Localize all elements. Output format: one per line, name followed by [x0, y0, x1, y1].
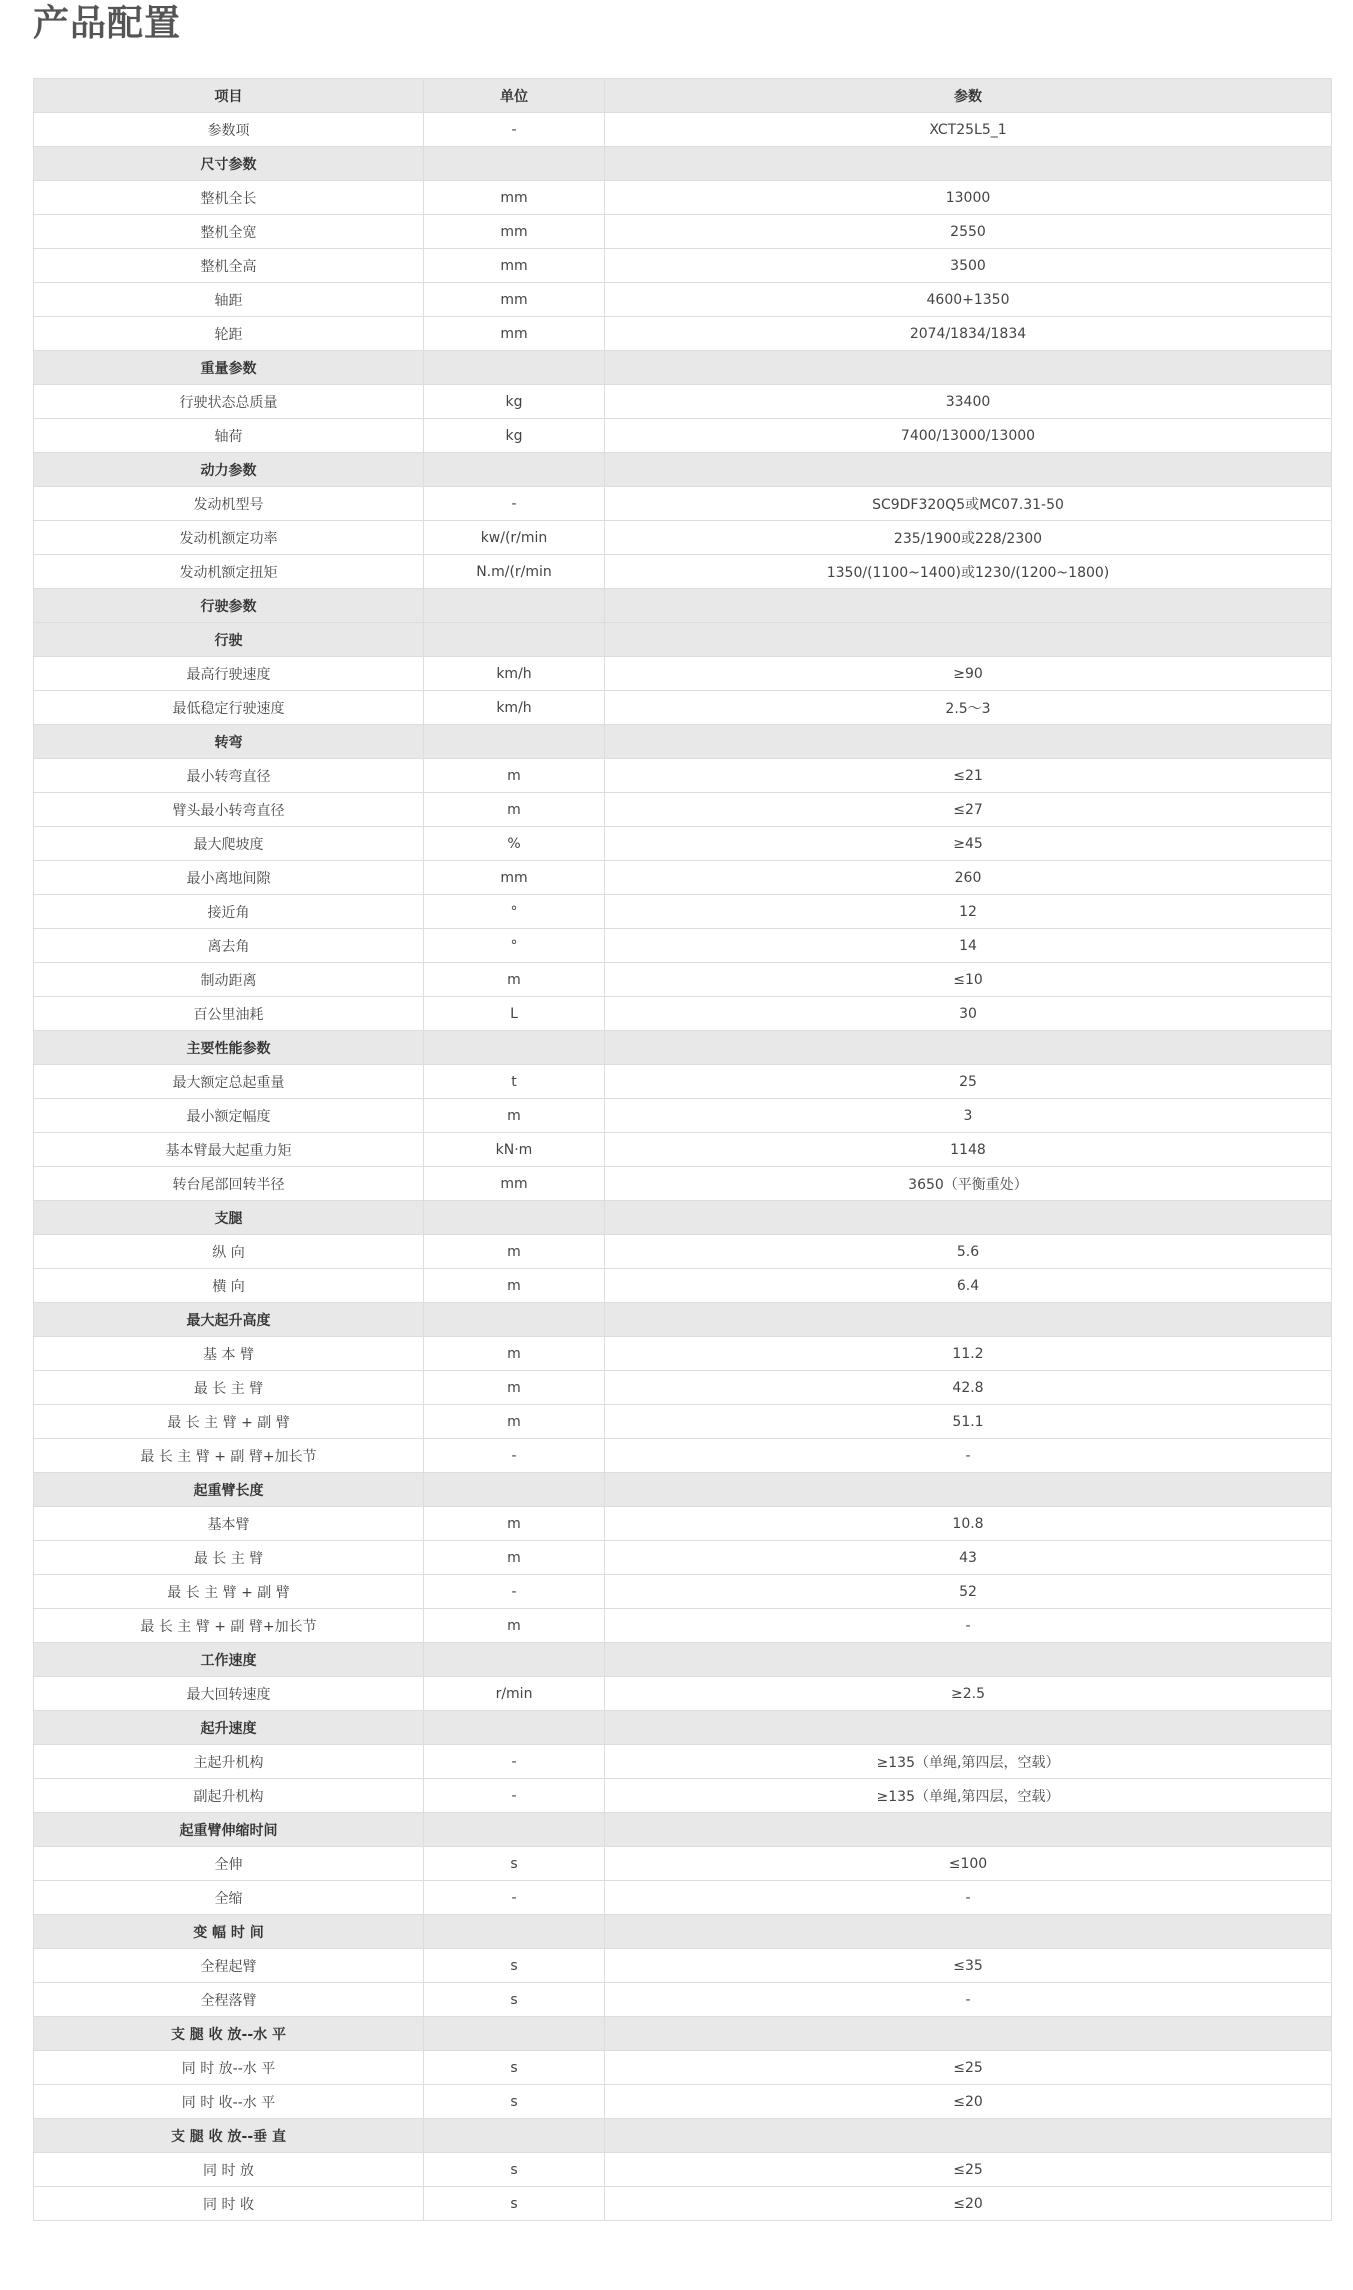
row-unit: [424, 453, 605, 487]
row-value: [605, 2017, 1332, 2051]
table-row: [34, 963, 1332, 997]
row-item-name: 主起升机构: [34, 1745, 424, 1779]
row-value: [605, 1303, 1332, 1337]
table-row: [34, 1983, 1332, 2017]
row-item-name: 轴荷: [34, 419, 424, 453]
table-row: [34, 181, 1332, 215]
row-unit: r/min: [424, 1677, 605, 1711]
row-value: 3650（平衡重处）: [605, 1167, 1332, 1201]
row-item-name: 同 时 收: [34, 2187, 424, 2221]
row-value: -: [605, 1609, 1332, 1643]
row-item-name: 基 本 臂: [34, 1337, 424, 1371]
row-value: 5.6: [605, 1235, 1332, 1269]
row-unit: [424, 725, 605, 759]
section-row: [34, 1201, 1332, 1235]
row-value: ≥135（单绳,第四层，空载）: [605, 1745, 1332, 1779]
row-unit: kg: [424, 385, 605, 419]
header-item: 项目: [34, 79, 424, 113]
section-row: [34, 1031, 1332, 1065]
row-unit: [424, 1303, 605, 1337]
row-item-name: 最低稳定行驶速度: [34, 691, 424, 725]
row-item-name: 全缩: [34, 1881, 424, 1915]
section-row: [34, 147, 1332, 181]
row-unit: [424, 1473, 605, 1507]
table-row: [34, 283, 1332, 317]
row-unit: s: [424, 1983, 605, 2017]
row-unit: -: [424, 1779, 605, 1813]
row-unit: L: [424, 997, 605, 1031]
table-row: [34, 1575, 1332, 1609]
row-value: [605, 589, 1332, 623]
row-item-name: 离去角: [34, 929, 424, 963]
row-unit: s: [424, 1949, 605, 1983]
row-value: 13000: [605, 181, 1332, 215]
row-value: [605, 1201, 1332, 1235]
row-value: 1148: [605, 1133, 1332, 1167]
row-value: 10.8: [605, 1507, 1332, 1541]
table-row: [34, 1745, 1332, 1779]
row-value: 2550: [605, 215, 1332, 249]
row-unit: [424, 1915, 605, 1949]
row-value: [605, 1643, 1332, 1677]
row-item-name: 轴距: [34, 283, 424, 317]
row-item-name: 全程落臂: [34, 1983, 424, 2017]
table-row: [34, 1133, 1332, 1167]
row-item-name: 行驶状态总质量: [34, 385, 424, 419]
row-unit: [424, 2017, 605, 2051]
row-unit: s: [424, 2051, 605, 2085]
section-row: [34, 1643, 1332, 1677]
section-row: [34, 351, 1332, 385]
table-row: [34, 555, 1332, 589]
row-value: 51.1: [605, 1405, 1332, 1439]
row-value: ≤25: [605, 2051, 1332, 2085]
table-row: [34, 1337, 1332, 1371]
row-item-name: 最 长 主 臂 + 副 臂+加长节: [34, 1439, 424, 1473]
row-item-name: 臂头最小转弯直径: [34, 793, 424, 827]
section-row: [34, 1915, 1332, 1949]
table-row: [34, 1677, 1332, 1711]
section-title: 行驶: [34, 623, 424, 657]
table-row: [34, 1609, 1332, 1643]
table-row: [34, 657, 1332, 691]
row-value: [605, 1031, 1332, 1065]
table-row: [34, 1269, 1332, 1303]
row-item-name: 最 长 主 臂: [34, 1541, 424, 1575]
row-unit: [424, 1643, 605, 1677]
row-value: -: [605, 1439, 1332, 1473]
row-item-name: 基本臂: [34, 1507, 424, 1541]
table-row: [34, 1507, 1332, 1541]
row-unit: s: [424, 2085, 605, 2119]
row-value: ≤25: [605, 2153, 1332, 2187]
section-title: 最大起升高度: [34, 1303, 424, 1337]
row-value: ≥135（单绳,第四层，空载）: [605, 1779, 1332, 1813]
row-value: 4600+1350: [605, 283, 1332, 317]
row-unit: mm: [424, 249, 605, 283]
table-row: [34, 861, 1332, 895]
row-unit: mm: [424, 1167, 605, 1201]
row-value: [605, 623, 1332, 657]
section-title: 变 幅 时 间: [34, 1915, 424, 1949]
section-row: [34, 2119, 1332, 2153]
row-unit: °: [424, 895, 605, 929]
section-row: [34, 2017, 1332, 2051]
section-title: 起升速度: [34, 1711, 424, 1745]
row-item-name: 最 长 主 臂 + 副 臂: [34, 1405, 424, 1439]
row-unit: t: [424, 1065, 605, 1099]
table-row: [34, 1405, 1332, 1439]
row-value: SC9DF320Q5或MC07.31-50: [605, 487, 1332, 521]
row-value: 14: [605, 929, 1332, 963]
row-value: 42.8: [605, 1371, 1332, 1405]
row-item-name: 最小离地间隙: [34, 861, 424, 895]
row-unit: m: [424, 1337, 605, 1371]
row-unit: kw/(r/min: [424, 521, 605, 555]
table-row: [34, 317, 1332, 351]
row-item-name: 最 长 主 臂 + 副 臂+加长节: [34, 1609, 424, 1643]
table-row: [34, 385, 1332, 419]
section-title: 重量参数: [34, 351, 424, 385]
row-item-name: 接近角: [34, 895, 424, 929]
row-unit: m: [424, 1541, 605, 1575]
table-row: [34, 1167, 1332, 1201]
row-item-name: 全程起臂: [34, 1949, 424, 1983]
row-value: ≤35: [605, 1949, 1332, 1983]
section-title: 支 腿 收 放--垂 直: [34, 2119, 424, 2153]
row-unit: s: [424, 2153, 605, 2187]
row-unit: [424, 1031, 605, 1065]
row-value: 1350/(1100~1400)或1230/(1200~1800): [605, 555, 1332, 589]
row-unit: [424, 1813, 605, 1847]
section-title: 动力参数: [34, 453, 424, 487]
row-item-name: 整机全高: [34, 249, 424, 283]
row-value: 43: [605, 1541, 1332, 1575]
row-unit: m: [424, 1099, 605, 1133]
row-value: ≤10: [605, 963, 1332, 997]
section-title: 支 腿 收 放--水 平: [34, 2017, 424, 2051]
row-value: ≤21: [605, 759, 1332, 793]
row-item-name: 发动机额定扭矩: [34, 555, 424, 589]
row-value: -: [605, 1983, 1332, 2017]
row-value: [605, 1915, 1332, 1949]
row-value: 3500: [605, 249, 1332, 283]
table-row: [34, 2085, 1332, 2119]
row-value: [605, 2119, 1332, 2153]
row-value: 3: [605, 1099, 1332, 1133]
row-item-name: 轮距: [34, 317, 424, 351]
table-row: [34, 691, 1332, 725]
row-unit: [424, 1201, 605, 1235]
row-item-name: 整机全长: [34, 181, 424, 215]
row-item-name: 同 时 收--水 平: [34, 2085, 424, 2119]
row-item-name: 制动距离: [34, 963, 424, 997]
section-row: [34, 1303, 1332, 1337]
row-unit: [424, 351, 605, 385]
row-unit: km/h: [424, 657, 605, 691]
row-value: ≤20: [605, 2187, 1332, 2221]
spec-table-body: [34, 113, 1332, 2221]
row-unit: mm: [424, 215, 605, 249]
table-row: [34, 929, 1332, 963]
table-row: [34, 2153, 1332, 2187]
row-value: [605, 725, 1332, 759]
row-value: -: [605, 1881, 1332, 1915]
row-unit: mm: [424, 283, 605, 317]
row-unit: -: [424, 1439, 605, 1473]
row-item-name: 全伸: [34, 1847, 424, 1881]
row-value: ≤27: [605, 793, 1332, 827]
row-item-name: 最小转弯直径: [34, 759, 424, 793]
row-unit: °: [424, 929, 605, 963]
section-title: 工作速度: [34, 1643, 424, 1677]
table-row: [34, 1541, 1332, 1575]
row-item-name: 基本臂最大起重力矩: [34, 1133, 424, 1167]
page-title: 产品配置: [33, 3, 182, 44]
row-value: 235/1900或228/2300: [605, 521, 1332, 555]
section-title: 尺寸参数: [34, 147, 424, 181]
section-title: 转弯: [34, 725, 424, 759]
section-title: 主要性能参数: [34, 1031, 424, 1065]
table-row: [34, 2051, 1332, 2085]
row-unit: kN·m: [424, 1133, 605, 1167]
row-value: [605, 147, 1332, 181]
row-unit: [424, 589, 605, 623]
row-unit: N.m/(r/min: [424, 555, 605, 589]
section-row: [34, 1813, 1332, 1847]
row-value: XCT25L5_1: [605, 113, 1332, 147]
table-row: [34, 1779, 1332, 1813]
row-unit: -: [424, 487, 605, 521]
table-row: [34, 113, 1332, 147]
spec-table: [33, 78, 1332, 2221]
table-row: [34, 895, 1332, 929]
table-row: [34, 793, 1332, 827]
row-unit: [424, 147, 605, 181]
row-item-name: 同 时 放--水 平: [34, 2051, 424, 2085]
row-value: ≥90: [605, 657, 1332, 691]
row-value: 6.4: [605, 1269, 1332, 1303]
row-value: [605, 1473, 1332, 1507]
table-row: [34, 759, 1332, 793]
row-unit: s: [424, 1847, 605, 1881]
table-row: [34, 1235, 1332, 1269]
header-unit: 单位: [424, 79, 605, 113]
row-item-name: 转台尾部回转半径: [34, 1167, 424, 1201]
row-value: [605, 351, 1332, 385]
row-item-name: 整机全宽: [34, 215, 424, 249]
row-item-name: 发动机额定功率: [34, 521, 424, 555]
row-item-name: 发动机型号: [34, 487, 424, 521]
row-unit: -: [424, 1575, 605, 1609]
table-row: [34, 1065, 1332, 1099]
table-row: [34, 1099, 1332, 1133]
row-value: 2.5～3: [605, 691, 1332, 725]
row-value: ≥2.5: [605, 1677, 1332, 1711]
table-row: [34, 487, 1332, 521]
section-row: [34, 623, 1332, 657]
row-unit: m: [424, 1371, 605, 1405]
row-value: 30: [605, 997, 1332, 1031]
row-value: 260: [605, 861, 1332, 895]
table-header-row: [34, 79, 1332, 113]
row-unit: mm: [424, 861, 605, 895]
row-value: [605, 1711, 1332, 1745]
table-row: [34, 249, 1332, 283]
row-unit: m: [424, 759, 605, 793]
section-row: [34, 589, 1332, 623]
row-value: 12: [605, 895, 1332, 929]
row-unit: kg: [424, 419, 605, 453]
section-title: 起重臂长度: [34, 1473, 424, 1507]
row-item-name: 参数项: [34, 113, 424, 147]
section-title: 起重臂伸缩时间: [34, 1813, 424, 1847]
row-unit: [424, 1711, 605, 1745]
table-row: [34, 1881, 1332, 1915]
row-unit: m: [424, 1507, 605, 1541]
row-value: [605, 453, 1332, 487]
row-unit: %: [424, 827, 605, 861]
row-unit: mm: [424, 317, 605, 351]
row-item-name: 横 向: [34, 1269, 424, 1303]
row-unit: m: [424, 1269, 605, 1303]
table-row: [34, 1371, 1332, 1405]
header-value: 参数: [605, 79, 1332, 113]
row-value: 25: [605, 1065, 1332, 1099]
table-row: [34, 419, 1332, 453]
row-value: ≤100: [605, 1847, 1332, 1881]
row-value: ≥45: [605, 827, 1332, 861]
row-unit: m: [424, 1235, 605, 1269]
section-row: [34, 1711, 1332, 1745]
row-item-name: 纵 向: [34, 1235, 424, 1269]
row-unit: m: [424, 963, 605, 997]
section-title: 支腿: [34, 1201, 424, 1235]
section-row: [34, 1473, 1332, 1507]
row-value: 33400: [605, 385, 1332, 419]
table-row: [34, 997, 1332, 1031]
row-unit: [424, 623, 605, 657]
section-row: [34, 453, 1332, 487]
row-unit: mm: [424, 181, 605, 215]
section-title: 行驶参数: [34, 589, 424, 623]
row-unit: -: [424, 1881, 605, 1915]
table-row: [34, 2187, 1332, 2221]
row-value: 11.2: [605, 1337, 1332, 1371]
table-row: [34, 1439, 1332, 1473]
row-unit: -: [424, 113, 605, 147]
row-item-name: 最大额定总起重量: [34, 1065, 424, 1099]
row-item-name: 最小额定幅度: [34, 1099, 424, 1133]
row-unit: km/h: [424, 691, 605, 725]
table-row: [34, 215, 1332, 249]
row-unit: m: [424, 793, 605, 827]
row-item-name: 最大爬坡度: [34, 827, 424, 861]
row-value: 2074/1834/1834: [605, 317, 1332, 351]
row-item-name: 百公里油耗: [34, 997, 424, 1031]
row-item-name: 最大回转速度: [34, 1677, 424, 1711]
row-item-name: 最高行驶速度: [34, 657, 424, 691]
table-row: [34, 827, 1332, 861]
row-unit: [424, 2119, 605, 2153]
row-unit: m: [424, 1405, 605, 1439]
row-item-name: 最 长 主 臂 + 副 臂: [34, 1575, 424, 1609]
row-value: [605, 1813, 1332, 1847]
row-unit: m: [424, 1609, 605, 1643]
row-item-name: 最 长 主 臂: [34, 1371, 424, 1405]
row-item-name: 同 时 放: [34, 2153, 424, 2187]
table-row: [34, 1847, 1332, 1881]
row-item-name: 副起升机构: [34, 1779, 424, 1813]
row-unit: s: [424, 2187, 605, 2221]
row-value: 7400/13000/13000: [605, 419, 1332, 453]
table-row: [34, 1949, 1332, 1983]
row-value: 52: [605, 1575, 1332, 1609]
row-unit: -: [424, 1745, 605, 1779]
table-row: [34, 521, 1332, 555]
row-value: ≤20: [605, 2085, 1332, 2119]
section-row: [34, 725, 1332, 759]
